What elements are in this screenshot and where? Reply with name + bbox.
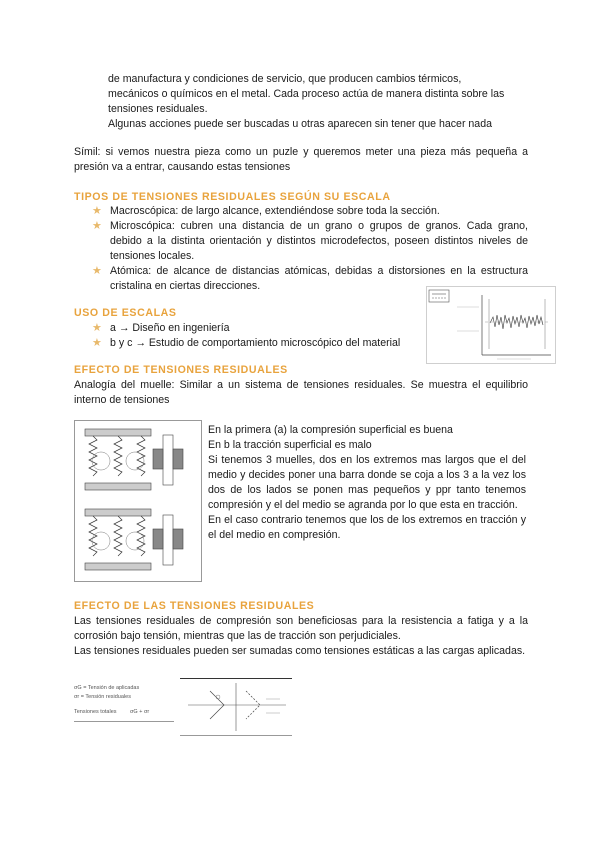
spring-coil bbox=[114, 436, 122, 476]
spring-line: En el caso contrario tenemos que los de los extremos en tracción y el del medio en compresión. bbox=[208, 514, 526, 541]
stress-sum-diagram bbox=[180, 679, 292, 735]
list-item-text: Microscópica: cubren una distancia de un grano o grupos de granos. Cada grano, debido a la distinta orientación y distintos microdefectos, poseen distintos niveles de tensiones locales. bbox=[110, 220, 528, 262]
legend-divider bbox=[74, 721, 174, 722]
spring-diagram bbox=[75, 421, 201, 581]
spring-plate bbox=[85, 483, 151, 490]
uso-heading: USO DE ESCALAS bbox=[74, 307, 177, 319]
spring-coil bbox=[114, 516, 122, 556]
intro-line: mecánicos o químicos en el metal. Cada proceso actúa de manera distinta sobre las bbox=[108, 88, 505, 100]
list-item bbox=[92, 204, 528, 219]
stress-sum-figure bbox=[180, 678, 292, 736]
stress-profile bbox=[173, 529, 183, 549]
spring-figure bbox=[74, 420, 202, 582]
spring-plate bbox=[85, 563, 151, 570]
stress-profile bbox=[153, 449, 163, 469]
spring-coil bbox=[137, 436, 145, 476]
efecto-heading: EFECTO DE TENSIONES RESIDUALES bbox=[74, 364, 288, 376]
legend-line: Tensiones totales bbox=[74, 709, 117, 715]
list-item bbox=[92, 219, 528, 264]
efecto-text: Analogía del muelle: Similar a un sistema de tensiones residuales. Se muestra el equilibrio interno de tensiones bbox=[74, 379, 528, 406]
tipos-list bbox=[92, 204, 528, 294]
list-item bbox=[92, 336, 422, 351]
spring-loop bbox=[126, 452, 144, 470]
spring-loop bbox=[92, 532, 110, 550]
list-item-text: b y c → Estudio de comportamiento microscópico del material bbox=[110, 337, 401, 349]
intro-paragraph bbox=[108, 72, 528, 132]
simil-paragraph: Símil: si vemos nuestra pieza como un puzle y queremos meter una pieza más pequeña a presión va a entrar, causando estas tensiones bbox=[74, 146, 528, 173]
efecto2-p2: Las tensiones residuales pueden ser sumadas como tensiones estáticas a las cargas aplicadas. bbox=[74, 645, 526, 657]
intro-line: tensiones residuales. bbox=[108, 103, 208, 115]
spring-line: En la primera (a) la compresión superficial es buena bbox=[208, 424, 453, 436]
scale-graph bbox=[427, 287, 555, 363]
intro-line: de manufactura y condiciones de servicio, que producen cambios térmicos, bbox=[108, 73, 462, 85]
spring-loop bbox=[126, 532, 144, 550]
graph-legend-box bbox=[429, 290, 449, 302]
stress-profile bbox=[163, 435, 173, 485]
list-item-text: a → Diseño en ingeniería bbox=[110, 322, 230, 334]
tipos-heading: TIPOS DE TENSIONES RESIDUALES SEGÚN SU ESCALA bbox=[74, 191, 391, 203]
efecto2-p1: Las tensiones residuales de compresión son beneficiosas para la resistencia a fatiga y a la corrosión bajo tensión, mientras que las de tracción son perjudiciales. bbox=[74, 615, 528, 642]
list-item-text: Atómica: de alcance de distancias atómicas, debidas a distorsiones en la estructura cristalina en ciertas direcciones. bbox=[110, 265, 528, 292]
spring-coil bbox=[89, 516, 97, 556]
star-icon: ★ bbox=[92, 220, 102, 232]
star-icon: ★ bbox=[92, 322, 102, 334]
legend-row bbox=[74, 708, 178, 717]
spring-coil bbox=[137, 516, 145, 556]
intro-line: Algunas acciones puede ser buscadas u otras aparecen sin tener que hacer nada bbox=[108, 118, 492, 130]
sum-marker bbox=[216, 695, 220, 699]
uso-list bbox=[92, 321, 422, 351]
legend-line: σr = Tensión residuales bbox=[74, 694, 131, 700]
spring-line: Si tenemos 3 muelles, dos en los extremos mas largos que el del medio y decides poner una barra donde se coja a los 3 a la vez los dos de los lados se ponen mas pequeños y ppr tanto tenemos compresión y el del medio se agranda por lo que esta en tracción. bbox=[208, 454, 526, 511]
spring-plate bbox=[85, 509, 151, 516]
list-item-text: Macroscópica: de largo alcance, extendiéndose sobre toda la sección. bbox=[110, 205, 440, 217]
scale-graph-figure bbox=[426, 286, 556, 364]
spring-line: En b la tracción superficial es malo bbox=[208, 439, 372, 451]
spring-loop bbox=[92, 452, 110, 470]
spring-explanation bbox=[208, 423, 526, 543]
stress-profile bbox=[153, 529, 163, 549]
spring-plate bbox=[85, 429, 151, 436]
stress-legend-figure bbox=[74, 684, 178, 726]
stress-profile bbox=[163, 515, 173, 565]
star-icon: ★ bbox=[92, 265, 102, 277]
efecto2-heading: EFECTO DE LAS TENSIONES RESIDUALES bbox=[74, 600, 315, 612]
list-item bbox=[92, 321, 422, 336]
star-icon: ★ bbox=[92, 205, 102, 217]
star-icon: ★ bbox=[92, 337, 102, 349]
spring-coil bbox=[89, 436, 97, 476]
legend-line: σG = Tensión de aplicadas bbox=[74, 685, 140, 691]
stress-profile bbox=[173, 449, 183, 469]
legend-line: σG + σr bbox=[130, 709, 150, 715]
